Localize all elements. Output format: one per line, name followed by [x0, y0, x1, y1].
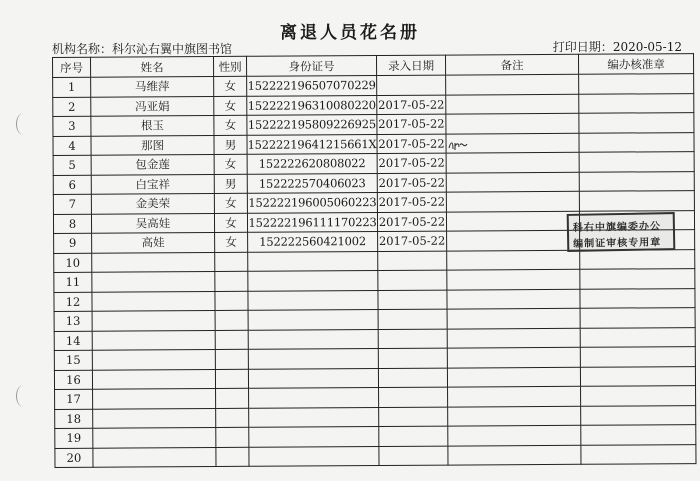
column-header-seq: 序号: [53, 57, 91, 77]
cell-id-number: [248, 349, 378, 369]
cell-id-number: 15222219641215661X: [247, 134, 377, 154]
cell-seq: 12: [54, 292, 92, 312]
cell-gender: [216, 427, 249, 447]
column-header-entry-date: 录入日期: [376, 55, 445, 75]
cell-name: 白宝祥: [91, 174, 214, 194]
cell-name: 金美荣: [91, 194, 214, 214]
cell-name: [92, 350, 215, 370]
cell-gender: [215, 369, 248, 389]
cell-entry-date: 2017-05-22: [377, 212, 446, 232]
cell-name: [93, 447, 216, 467]
cell-gender: 男: [214, 135, 247, 155]
cell-entry-date: [378, 309, 447, 329]
cell-approval-stamp: [580, 249, 695, 269]
cell-gender: 女: [214, 96, 247, 116]
cell-seq: 15: [54, 350, 92, 370]
cell-entry-date: [378, 348, 447, 368]
cell-approval-stamp: [580, 327, 695, 347]
cell-gender: 女: [214, 154, 247, 174]
cell-remarks: [447, 250, 580, 270]
cell-id-number: [249, 446, 379, 466]
cell-approval-stamp: [580, 347, 695, 367]
cell-id-number: 152222620808022: [247, 154, 377, 174]
cell-seq: 6: [53, 175, 91, 195]
cell-remarks: [447, 269, 580, 289]
cell-gender: [215, 330, 248, 350]
cell-remarks: [447, 367, 580, 387]
cell-name: 包金莲: [91, 155, 214, 175]
cell-approval-stamp: [581, 405, 696, 425]
cell-gender: [215, 252, 248, 272]
cell-gender: 女: [214, 76, 247, 96]
cell-entry-date: [379, 446, 448, 466]
cell-name: 那图: [91, 135, 214, 155]
page-title: 离退人员花名册: [280, 23, 420, 43]
cell-gender: [215, 349, 248, 369]
column-header-gender: 性别: [214, 56, 247, 76]
cell-id-number: [248, 329, 378, 349]
cell-gender: 男: [214, 174, 247, 194]
cell-approval-stamp: [579, 132, 694, 152]
stamp-text-line-1: 科右中旗编委办公: [572, 221, 662, 234]
cell-name: 马维萍: [91, 77, 214, 97]
cell-name: 根玉: [91, 116, 214, 136]
cell-approval-stamp: [580, 308, 695, 328]
cell-approval-stamp: [581, 444, 696, 464]
cell-approval-stamp: [579, 113, 694, 133]
cell-gender: 女: [214, 115, 247, 135]
cell-seq: 11: [54, 272, 92, 292]
cell-id-number: [248, 310, 378, 330]
cell-approval-stamp: [579, 152, 694, 172]
cell-remarks: [447, 230, 580, 250]
cell-remarks: [448, 386, 581, 406]
cell-entry-date: 2017-05-22: [377, 192, 446, 212]
cell-remarks: [447, 308, 580, 328]
cell-id-number: 152222196005060223: [247, 193, 377, 213]
cell-seq: 8: [53, 214, 91, 234]
cell-gender: [216, 388, 249, 408]
cell-name: [92, 272, 215, 292]
cell-seq: 2: [53, 97, 91, 117]
cell-remarks: [447, 328, 580, 348]
cell-seq: 10: [54, 253, 92, 273]
cell-remarks: [446, 94, 579, 114]
cell-entry-date: 2017-05-22: [377, 134, 446, 154]
cell-remarks: [447, 347, 580, 367]
cell-gender: [216, 447, 249, 467]
org-name: 科尔沁右翼中旗图书馆: [112, 42, 233, 56]
cell-gender: 女: [215, 232, 248, 252]
cell-seq: 13: [54, 311, 92, 331]
cell-approval-stamp: [580, 269, 695, 289]
cell-name: [92, 291, 215, 311]
cell-seq: 5: [53, 155, 91, 175]
cell-entry-date: [378, 251, 447, 271]
cell-id-number: 152222560421002: [248, 232, 378, 252]
cell-approval-stamp: [581, 425, 696, 445]
handwritten-remark-mark: [447, 137, 469, 153]
cell-entry-date: 2017-05-22: [377, 95, 446, 115]
cell-seq: 16: [54, 370, 92, 390]
table-row: [55, 444, 696, 467]
cell-remarks: [446, 152, 579, 172]
table-body: [53, 74, 696, 468]
binder-hole-mark: [16, 385, 31, 407]
cell-seq: 7: [53, 194, 91, 214]
cell-name: [92, 369, 215, 389]
cell-id-number: [248, 271, 378, 291]
cell-id-number: 152222570406023: [247, 173, 377, 193]
cell-name: [92, 311, 215, 331]
cell-entry-date: [378, 368, 447, 388]
cell-entry-date: [378, 329, 447, 349]
cell-remarks: [447, 289, 580, 309]
org-label: 机构名称：: [52, 42, 113, 56]
column-header-approval-stamp: 编办核准章: [578, 54, 693, 75]
cell-remarks: [448, 425, 581, 445]
cell-entry-date: [377, 75, 446, 95]
column-header-name: 姓名: [91, 57, 214, 78]
cell-seq: 3: [53, 116, 91, 136]
cell-remarks: [448, 445, 581, 465]
cell-name: [93, 428, 216, 448]
stamp-text-line-2: 编制证审核专用章: [573, 237, 662, 250]
cell-seq: 17: [55, 389, 93, 409]
cell-remarks: [446, 211, 579, 231]
cell-entry-date: [378, 290, 447, 310]
retiree-register-table: [52, 53, 696, 468]
cell-approval-stamp: [581, 386, 696, 406]
cell-id-number: 152222196507070229: [247, 76, 377, 96]
cell-seq: 4: [53, 136, 91, 156]
cell-name: 冯亚娟: [91, 96, 214, 116]
cell-entry-date: 2017-05-22: [378, 231, 447, 251]
cell-seq: 18: [55, 409, 93, 429]
column-header-id-number: 身份证号: [246, 56, 376, 77]
cell-gender: [216, 408, 249, 428]
cell-seq: 1: [53, 77, 91, 97]
cell-approval-stamp: [579, 93, 694, 113]
cell-id-number: [249, 427, 379, 447]
cell-entry-date: 2017-05-22: [377, 173, 446, 193]
cell-id-number: 152222195809226925: [247, 115, 377, 135]
cell-remarks: [446, 191, 579, 211]
cell-entry-date: [379, 387, 448, 407]
approval-stamp: [567, 212, 676, 252]
cell-name: [92, 330, 215, 350]
print-date-label: 打印日期：: [552, 40, 613, 54]
cell-gender: 女: [214, 213, 247, 233]
cell-gender: [215, 271, 248, 291]
cell-entry-date: [379, 426, 448, 446]
cell-approval-stamp: [580, 366, 695, 386]
cell-entry-date: 2017-05-22: [377, 114, 446, 134]
organization-line: [52, 40, 232, 57]
cell-id-number: [248, 251, 378, 271]
cell-seq: 14: [54, 331, 92, 351]
cell-id-number: [249, 388, 379, 408]
cell-remarks: [448, 406, 581, 426]
cell-approval-stamp: [579, 74, 694, 94]
cell-approval-stamp: [579, 191, 694, 211]
print-date-value: 2020-05-12: [612, 40, 682, 54]
cell-approval-stamp: [579, 171, 694, 191]
cell-gender: [215, 310, 248, 330]
cell-id-number: [249, 407, 379, 427]
column-header-remarks: 备注: [445, 54, 578, 75]
cell-name: 高娃: [92, 233, 215, 253]
cell-approval-stamp: [580, 288, 695, 308]
cell-id-number: 152222196111170223: [247, 212, 377, 232]
cell-seq: 20: [55, 448, 93, 468]
cell-seq: 9: [54, 233, 92, 253]
cell-entry-date: [378, 270, 447, 290]
cell-id-number: [248, 368, 378, 388]
cell-name: [93, 389, 216, 409]
cell-id-number: [248, 290, 378, 310]
cell-name: 吴高娃: [91, 213, 214, 233]
cell-gender: [215, 291, 248, 311]
cell-remarks: [446, 74, 579, 94]
cell-name: [93, 408, 216, 428]
cell-entry-date: 2017-05-22: [377, 153, 446, 173]
binder-hole-mark: [16, 113, 31, 135]
cell-seq: 19: [55, 428, 93, 448]
cell-remarks: [446, 113, 579, 133]
cell-entry-date: [379, 407, 448, 427]
cell-remarks: [446, 172, 579, 192]
cell-gender: 女: [214, 193, 247, 213]
cell-id-number: 152222196310080220: [247, 95, 377, 115]
cell-name: [92, 252, 215, 272]
